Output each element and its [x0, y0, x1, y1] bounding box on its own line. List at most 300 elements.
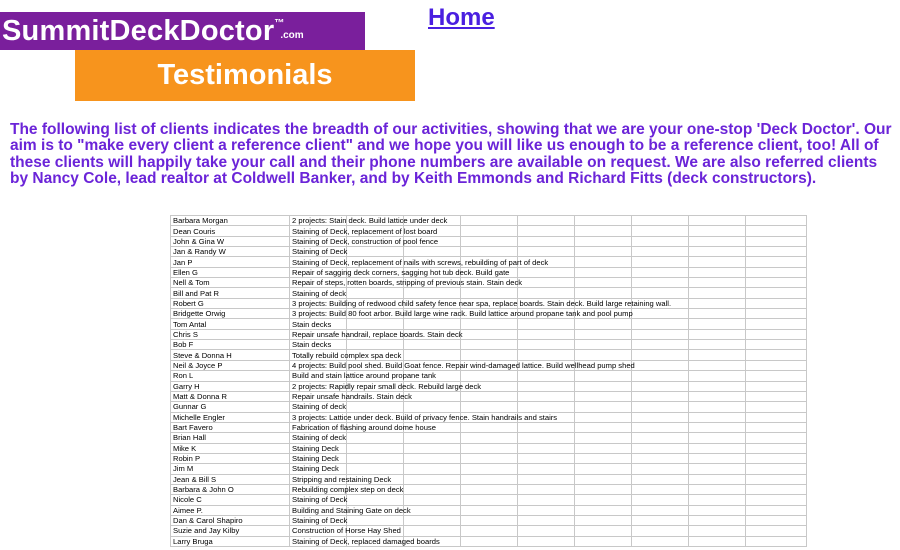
client-name-cell: Jan P — [171, 257, 290, 267]
empty-cell — [347, 515, 404, 525]
empty-cell — [632, 422, 689, 432]
empty-cell — [632, 257, 689, 267]
client-name-cell: Ellen G — [171, 267, 290, 277]
empty-cell — [461, 216, 518, 226]
empty-cell — [347, 453, 404, 463]
empty-cell — [575, 412, 632, 422]
empty-cell — [575, 422, 632, 432]
client-projects-cell: Staining of Deck — [290, 495, 347, 505]
client-name-cell: Larry Bruga — [171, 536, 290, 546]
empty-cell — [746, 505, 807, 515]
empty-cell — [518, 526, 575, 536]
empty-cell — [689, 505, 746, 515]
empty-cell — [461, 236, 518, 246]
empty-cell — [575, 402, 632, 412]
empty-cell — [746, 536, 807, 546]
logo-domain-suffix: .com — [280, 30, 304, 41]
empty-cell — [518, 371, 575, 381]
empty-cell — [575, 381, 632, 391]
table-row — [171, 443, 807, 453]
client-projects-cell: Staining of deck — [290, 288, 347, 298]
empty-cell — [689, 360, 746, 370]
empty-cell — [461, 495, 518, 505]
empty-cell — [632, 464, 689, 474]
empty-cell — [746, 360, 807, 370]
empty-cell — [575, 278, 632, 288]
client-name-cell: Garry H — [171, 381, 290, 391]
client-projects-cell: Repair unsafe handrail, replace boards. Stain deck — [290, 329, 347, 339]
client-projects-cell: Construction of Horse Hay Shed — [290, 526, 347, 536]
table-row — [171, 412, 807, 422]
logo-trademark: ™ — [274, 18, 285, 29]
empty-cell — [689, 309, 746, 319]
client-name-cell: Matt & Donna R — [171, 391, 290, 401]
empty-cell — [689, 267, 746, 277]
table-row — [171, 381, 807, 391]
empty-cell — [746, 350, 807, 360]
empty-cell — [518, 319, 575, 329]
empty-cell — [575, 464, 632, 474]
client-projects-cell: Fabrication of flashing around dome house — [290, 422, 347, 432]
table-row — [171, 464, 807, 474]
empty-cell — [632, 391, 689, 401]
empty-cell — [518, 433, 575, 443]
empty-cell — [746, 309, 807, 319]
empty-cell — [404, 453, 461, 463]
empty-cell — [575, 247, 632, 257]
empty-cell — [689, 474, 746, 484]
empty-cell — [461, 319, 518, 329]
empty-cell — [632, 474, 689, 484]
empty-cell — [632, 515, 689, 525]
empty-cell — [632, 402, 689, 412]
empty-cell — [518, 381, 575, 391]
empty-cell — [746, 329, 807, 339]
empty-cell — [746, 484, 807, 494]
table-row — [171, 391, 807, 401]
table-row — [171, 257, 807, 267]
empty-cell — [632, 278, 689, 288]
empty-cell — [575, 329, 632, 339]
empty-cell — [746, 495, 807, 505]
client-name-cell: Nell & Tom — [171, 278, 290, 288]
empty-cell — [689, 278, 746, 288]
client-projects-cell: Repair unsafe handrails. Stain deck — [290, 391, 347, 401]
empty-cell — [404, 340, 461, 350]
client-projects-cell: Staining of Deck — [290, 247, 347, 257]
empty-cell — [632, 495, 689, 505]
intro-paragraph: The following list of clients indicates the breadth of our activities, showing that we are your one-stop 'Deck Doctor'. Our aim is to "make every client a reference client" and we hope you will like us enough to be a reference client, too! All of these clients will happily take your call and their phone numbers are available on request. We are also referred clients by Nancy Cole, lead realtor at Coldwell Banker, and by Keith Emmonds and Richard Fitts (deck constructors). — [10, 121, 892, 187]
empty-cell — [461, 433, 518, 443]
empty-cell — [518, 443, 575, 453]
empty-cell — [404, 319, 461, 329]
empty-cell — [518, 340, 575, 350]
client-projects-cell: 3 projects: Build 80 foot arbor. Build large wine rack. Build lattice around propane tank and pool pump — [290, 309, 347, 319]
client-name-cell: Dan & Carol Shapiro — [171, 515, 290, 525]
client-name-cell: Nicole C — [171, 495, 290, 505]
client-projects-cell: Staining Deck — [290, 464, 347, 474]
client-name-cell: Bart Favero — [171, 422, 290, 432]
empty-cell — [746, 422, 807, 432]
empty-cell — [689, 350, 746, 360]
empty-cell — [689, 226, 746, 236]
empty-cell — [689, 412, 746, 422]
client-projects-cell: Staining Deck — [290, 453, 347, 463]
empty-cell — [347, 288, 404, 298]
client-name-cell: Suzie and Jay Kilby — [171, 526, 290, 536]
client-projects-cell: Stripping and restaining Deck — [290, 474, 347, 484]
empty-cell — [404, 526, 461, 536]
empty-cell — [518, 474, 575, 484]
client-projects-cell: Totally rebuild complex spa deck — [290, 350, 347, 360]
empty-cell — [518, 495, 575, 505]
empty-cell — [518, 247, 575, 257]
table-row — [171, 526, 807, 536]
empty-cell — [746, 443, 807, 453]
empty-cell — [461, 536, 518, 546]
table-row — [171, 505, 807, 515]
client-projects-cell: Repair of steps, rotten boards, stripping of previous stain. Stain deck — [290, 278, 347, 288]
empty-cell — [404, 433, 461, 443]
empty-cell — [689, 329, 746, 339]
empty-cell — [461, 515, 518, 525]
client-projects-cell: Stain decks — [290, 340, 347, 350]
empty-cell — [347, 402, 404, 412]
empty-cell — [461, 526, 518, 536]
client-name-cell: Jim M — [171, 464, 290, 474]
client-name-cell: Ron L — [171, 371, 290, 381]
empty-cell — [632, 350, 689, 360]
empty-cell — [404, 350, 461, 360]
empty-cell — [689, 422, 746, 432]
empty-cell — [689, 391, 746, 401]
client-projects-cell: Staining of Deck, replacement of lost board — [290, 226, 347, 236]
empty-cell — [575, 226, 632, 236]
site-logo[interactable] — [0, 12, 365, 50]
empty-cell — [575, 453, 632, 463]
empty-cell — [518, 236, 575, 246]
empty-cell — [689, 536, 746, 546]
client-name-cell: Jean & Bill S — [171, 474, 290, 484]
table-row — [171, 371, 807, 381]
client-projects-cell: Staining of Deck, construction of pool fence — [290, 236, 347, 246]
client-name-cell: Robin P — [171, 453, 290, 463]
client-projects-cell: Build and stain lattice around propane tank — [290, 371, 347, 381]
empty-cell — [746, 267, 807, 277]
empty-cell — [404, 288, 461, 298]
logo-text: SummitDeckDoctor — [2, 15, 275, 47]
empty-cell — [461, 329, 518, 339]
empty-cell — [689, 495, 746, 505]
table-row — [171, 278, 807, 288]
client-name-cell: Jan & Randy W — [171, 247, 290, 257]
empty-cell — [746, 257, 807, 267]
empty-cell — [746, 464, 807, 474]
empty-cell — [746, 216, 807, 226]
empty-cell — [575, 236, 632, 246]
empty-cell — [461, 453, 518, 463]
empty-cell — [632, 433, 689, 443]
table-row — [171, 536, 807, 546]
empty-cell — [689, 247, 746, 257]
empty-cell — [689, 402, 746, 412]
empty-cell — [518, 484, 575, 494]
empty-cell — [518, 536, 575, 546]
empty-cell — [347, 443, 404, 453]
empty-cell — [575, 216, 632, 226]
empty-cell — [632, 288, 689, 298]
empty-cell — [347, 464, 404, 474]
client-projects-cell: Staining of Deck — [290, 515, 347, 525]
empty-cell — [632, 236, 689, 246]
client-projects-cell: Rebuilding complex step on deck — [290, 484, 347, 494]
empty-cell — [461, 402, 518, 412]
client-name-cell: John & Gina W — [171, 236, 290, 246]
client-name-cell: Robert G — [171, 298, 290, 308]
empty-cell — [347, 247, 404, 257]
empty-cell — [461, 371, 518, 381]
empty-cell — [575, 267, 632, 277]
empty-cell — [575, 484, 632, 494]
empty-cell — [404, 515, 461, 525]
table-row — [171, 319, 807, 329]
empty-cell — [518, 515, 575, 525]
empty-cell — [518, 226, 575, 236]
client-projects-cell: Building and Staining Gate on deck — [290, 505, 347, 515]
table-row — [171, 350, 807, 360]
client-name-cell: Bob F — [171, 340, 290, 350]
empty-cell — [746, 453, 807, 463]
empty-cell — [347, 340, 404, 350]
empty-cell — [461, 350, 518, 360]
table-row — [171, 226, 807, 236]
empty-cell — [689, 319, 746, 329]
empty-cell — [746, 340, 807, 350]
empty-cell — [347, 433, 404, 443]
empty-cell — [347, 319, 404, 329]
client-name-cell: Barbara & John O — [171, 484, 290, 494]
empty-cell — [461, 247, 518, 257]
empty-cell — [518, 402, 575, 412]
empty-cell — [461, 226, 518, 236]
empty-cell — [518, 453, 575, 463]
empty-cell — [575, 495, 632, 505]
client-name-cell: Dean Couris — [171, 226, 290, 236]
empty-cell — [632, 216, 689, 226]
empty-cell — [461, 474, 518, 484]
empty-cell — [689, 443, 746, 453]
client-name-cell: Bridgette Orwig — [171, 309, 290, 319]
client-projects-cell: Repair of sagging deck corners, sagging hot tub deck. Build gate — [290, 267, 347, 277]
table-row — [171, 433, 807, 443]
client-name-cell: Bill and Pat R — [171, 288, 290, 298]
empty-cell — [632, 484, 689, 494]
empty-cell — [689, 526, 746, 536]
empty-cell — [404, 505, 461, 515]
empty-cell — [746, 288, 807, 298]
empty-cell — [575, 391, 632, 401]
empty-cell — [518, 505, 575, 515]
empty-cell — [575, 515, 632, 525]
empty-cell — [746, 412, 807, 422]
empty-cell — [404, 464, 461, 474]
table-row — [171, 216, 807, 226]
empty-cell — [575, 371, 632, 381]
client-projects-cell: 2 projects: Stain deck. Build lattice under deck — [290, 216, 347, 226]
empty-cell — [689, 236, 746, 246]
empty-cell — [404, 402, 461, 412]
empty-cell — [461, 443, 518, 453]
empty-cell — [461, 340, 518, 350]
empty-cell — [518, 288, 575, 298]
table-row — [171, 247, 807, 257]
page-title: Testimonials — [157, 59, 333, 91]
table-row — [171, 340, 807, 350]
empty-cell — [689, 371, 746, 381]
empty-cell — [461, 288, 518, 298]
empty-cell — [632, 309, 689, 319]
empty-cell — [746, 236, 807, 246]
empty-cell — [632, 319, 689, 329]
empty-cell — [518, 464, 575, 474]
empty-cell — [404, 443, 461, 453]
empty-cell — [404, 391, 461, 401]
empty-cell — [575, 505, 632, 515]
empty-cell — [404, 484, 461, 494]
client-projects-cell: Staining of deck — [290, 402, 347, 412]
empty-cell — [746, 247, 807, 257]
empty-cell — [746, 526, 807, 536]
table-row — [171, 360, 807, 370]
empty-cell — [689, 515, 746, 525]
empty-cell — [575, 319, 632, 329]
client-name-cell: Chris S — [171, 329, 290, 339]
empty-cell — [404, 247, 461, 257]
empty-cell — [575, 526, 632, 536]
table-row — [171, 329, 807, 339]
empty-cell — [632, 371, 689, 381]
client-name-cell: Gunnar G — [171, 402, 290, 412]
empty-cell — [518, 391, 575, 401]
client-projects-cell: Stain decks — [290, 319, 347, 329]
empty-cell — [689, 381, 746, 391]
empty-cell — [632, 340, 689, 350]
empty-cell — [746, 515, 807, 525]
empty-cell — [689, 453, 746, 463]
clients-table-body — [171, 216, 807, 547]
empty-cell — [689, 216, 746, 226]
empty-cell — [632, 536, 689, 546]
empty-cell — [689, 288, 746, 298]
empty-cell — [575, 433, 632, 443]
client-projects-cell: 2 projects: Rapidly repair small deck. Rebuild large deck — [290, 381, 347, 391]
empty-cell — [689, 464, 746, 474]
empty-cell — [746, 381, 807, 391]
client-name-cell: Aimee P. — [171, 505, 290, 515]
empty-cell — [632, 381, 689, 391]
empty-cell — [575, 288, 632, 298]
empty-cell — [575, 536, 632, 546]
empty-cell — [632, 329, 689, 339]
empty-cell — [689, 484, 746, 494]
empty-cell — [632, 453, 689, 463]
empty-cell — [518, 329, 575, 339]
home-link[interactable]: Home — [428, 4, 495, 31]
empty-cell — [518, 422, 575, 432]
table-row — [171, 267, 807, 277]
table-row — [171, 288, 807, 298]
table-row — [171, 453, 807, 463]
empty-cell — [746, 391, 807, 401]
client-name-cell: Steve & Donna H — [171, 350, 290, 360]
table-row — [171, 402, 807, 412]
empty-cell — [746, 298, 807, 308]
client-name-cell: Brian Hall — [171, 433, 290, 443]
client-projects-cell: 3 projects: Lattice under deck. Build of privacy fence. Stain handrails and stairs — [290, 412, 347, 422]
client-projects-cell: Staining of Deck, replacement of nails with screws, rebuilding of part of deck — [290, 257, 347, 267]
empty-cell — [404, 495, 461, 505]
client-name-cell: Mike K — [171, 443, 290, 453]
empty-cell — [575, 443, 632, 453]
empty-cell — [461, 422, 518, 432]
table-row — [171, 515, 807, 525]
table-row — [171, 422, 807, 432]
empty-cell — [632, 526, 689, 536]
client-name-cell: Barbara Morgan — [171, 216, 290, 226]
table-row — [171, 298, 807, 308]
client-name-cell: Michelle Engler — [171, 412, 290, 422]
empty-cell — [518, 216, 575, 226]
empty-cell — [632, 443, 689, 453]
clients-table — [170, 215, 807, 547]
empty-cell — [518, 267, 575, 277]
empty-cell — [689, 298, 746, 308]
empty-cell — [461, 464, 518, 474]
empty-cell — [632, 412, 689, 422]
table-row — [171, 309, 807, 319]
page-title-banner — [75, 50, 415, 101]
empty-cell — [575, 257, 632, 267]
client-projects-cell: 3 projects: Building of redwood child safety fence near spa, replace boards. Stain deck. Build large retaining wall. — [290, 298, 347, 308]
empty-cell — [632, 360, 689, 370]
empty-cell — [746, 402, 807, 412]
empty-cell — [746, 371, 807, 381]
empty-cell — [461, 484, 518, 494]
empty-cell — [461, 505, 518, 515]
empty-cell — [632, 505, 689, 515]
client-projects-cell: Staining of deck — [290, 433, 347, 443]
empty-cell — [575, 474, 632, 484]
empty-cell — [689, 433, 746, 443]
empty-cell — [575, 350, 632, 360]
table-row — [171, 236, 807, 246]
empty-cell — [632, 247, 689, 257]
empty-cell — [518, 350, 575, 360]
empty-cell — [746, 319, 807, 329]
empty-cell — [575, 340, 632, 350]
client-name-cell: Tom Antal — [171, 319, 290, 329]
empty-cell — [518, 278, 575, 288]
client-projects-cell: Staining Deck — [290, 443, 347, 453]
empty-cell — [689, 340, 746, 350]
empty-cell — [461, 391, 518, 401]
table-row — [171, 484, 807, 494]
empty-cell — [746, 474, 807, 484]
client-name-cell: Neil & Joyce P — [171, 360, 290, 370]
client-projects-cell: Staining of Deck, replaced damaged boards — [290, 536, 347, 546]
empty-cell — [746, 278, 807, 288]
empty-cell — [746, 226, 807, 236]
